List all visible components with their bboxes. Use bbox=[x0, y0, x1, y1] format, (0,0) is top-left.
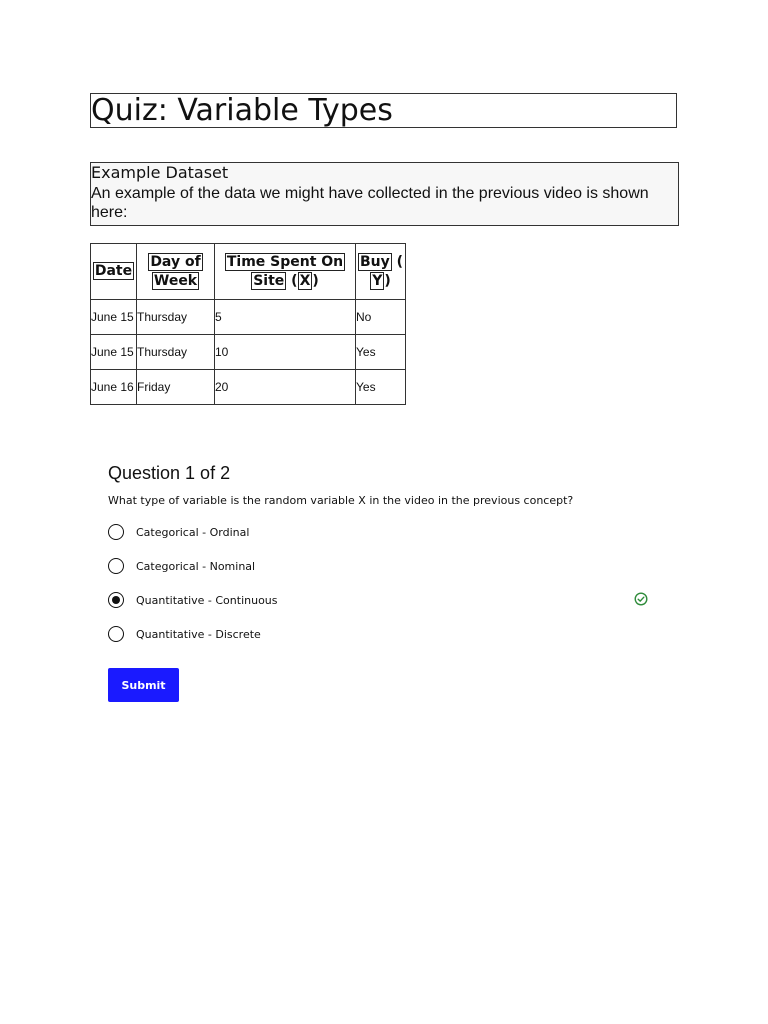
quiz-title-box bbox=[90, 93, 677, 128]
table-header-row bbox=[91, 244, 406, 300]
cell-date: June 15 bbox=[91, 300, 137, 335]
answer-options bbox=[108, 515, 688, 651]
option-quantitative-discrete[interactable] bbox=[108, 617, 688, 651]
cell-time: 10 bbox=[215, 335, 356, 370]
option-categorical-nominal[interactable] bbox=[108, 549, 688, 583]
cell-time: 20 bbox=[215, 370, 356, 405]
radio-dot bbox=[112, 596, 120, 604]
option-label: Quantitative - Discrete bbox=[136, 627, 261, 641]
question-heading: Question 1 of 2 bbox=[108, 463, 231, 483]
submit-button[interactable]: Submit bbox=[108, 668, 179, 702]
question-block bbox=[108, 460, 688, 651]
cell-day: Friday bbox=[137, 370, 215, 405]
cell-date: June 15 bbox=[91, 335, 137, 370]
example-dataset-box bbox=[90, 162, 679, 226]
cell-day: Thursday bbox=[137, 335, 215, 370]
option-quantitative-continuous[interactable] bbox=[108, 583, 688, 617]
header-buy: Buy ( Y ) bbox=[356, 244, 406, 300]
cell-time: 5 bbox=[215, 300, 356, 335]
table-row bbox=[91, 300, 406, 335]
cell-buy: Yes bbox=[356, 335, 406, 370]
cell-date: June 16 bbox=[91, 370, 137, 405]
question-text: What type of variable is the random variable X in the video in the previous concept? bbox=[108, 494, 574, 507]
cell-day: Thursday bbox=[137, 300, 215, 335]
example-description: An example of the data we might have collected in the previous video is shown here: bbox=[91, 185, 649, 221]
radio-button-selected[interactable] bbox=[108, 592, 124, 608]
option-label: Quantitative - Continuous bbox=[136, 593, 278, 607]
option-label: Categorical - Nominal bbox=[136, 559, 256, 573]
check-circle-icon bbox=[634, 592, 648, 611]
example-heading: Example Dataset bbox=[91, 163, 229, 182]
option-categorical-ordinal[interactable] bbox=[108, 515, 688, 549]
radio-button[interactable] bbox=[108, 626, 124, 642]
table-row bbox=[91, 335, 406, 370]
dataset-table bbox=[90, 243, 406, 405]
header-day-of-week: Day of Week bbox=[137, 244, 215, 300]
header-time-spent: Time Spent On Site ( X ) bbox=[215, 244, 356, 300]
cell-buy: Yes bbox=[356, 370, 406, 405]
header-date: Date bbox=[91, 244, 137, 300]
table-row bbox=[91, 370, 406, 405]
page-title: Quiz: Variable Types bbox=[91, 93, 393, 128]
radio-button[interactable] bbox=[108, 524, 124, 540]
cell-buy: No bbox=[356, 300, 406, 335]
radio-button[interactable] bbox=[108, 558, 124, 574]
option-label: Categorical - Ordinal bbox=[136, 525, 250, 539]
